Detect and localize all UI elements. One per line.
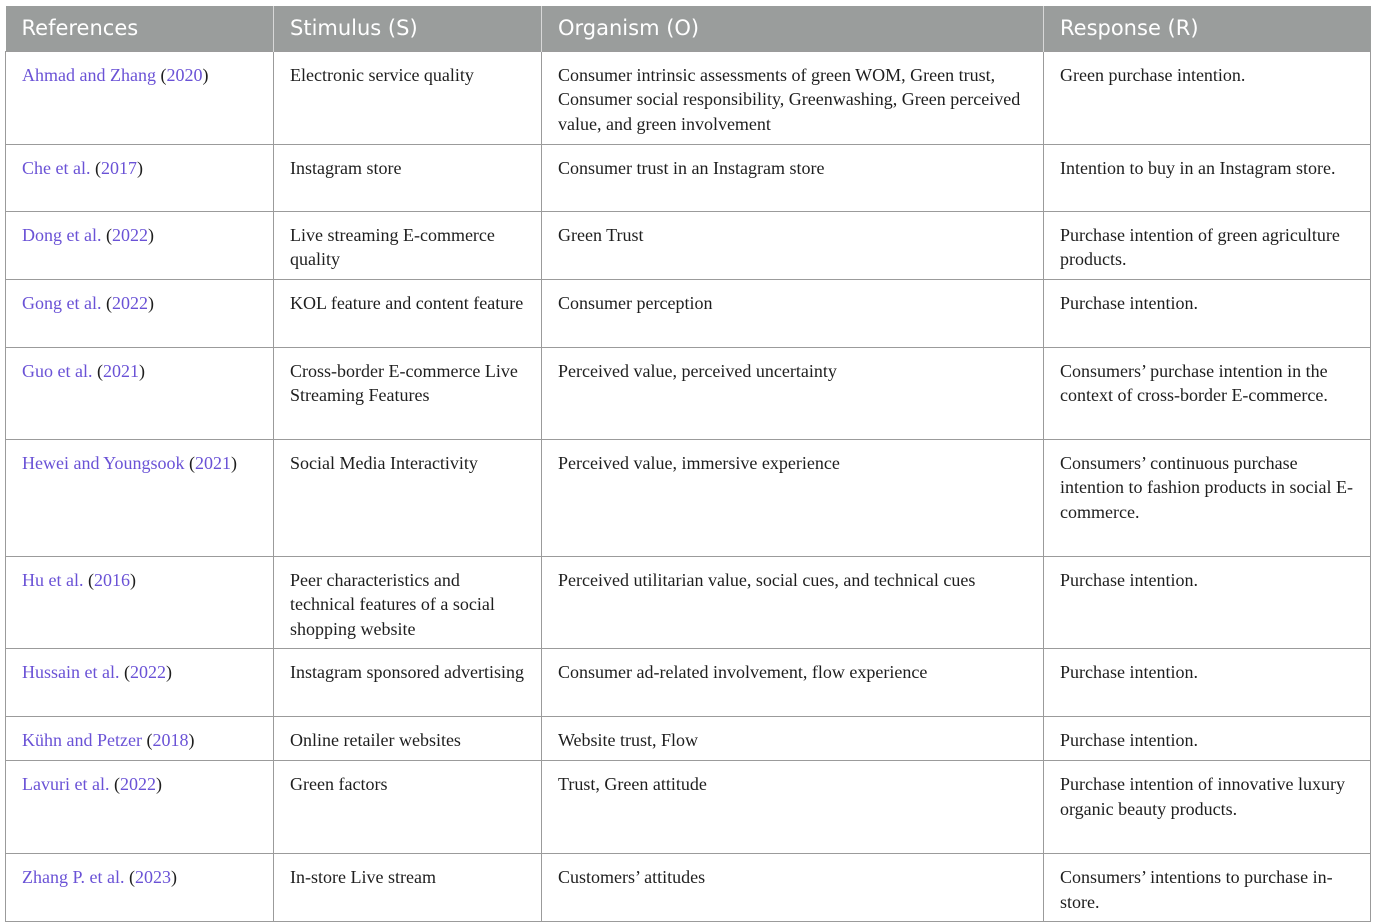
table-row bbox=[6, 51, 1371, 144]
reference-year-link[interactable]: 2022 bbox=[111, 292, 148, 313]
stimulus-cell: Social Media Interactivity bbox=[274, 439, 542, 556]
reference-author-link[interactable]: Hewei and Youngsook bbox=[22, 452, 185, 473]
stimulus-cell: Instagram store bbox=[274, 144, 542, 211]
reference-cell: Hu et al. (2016) bbox=[6, 556, 274, 649]
organism-cell: Perceived utilitarian value, social cues, and technical cues bbox=[542, 556, 1044, 649]
response-cell: Purchase intention. bbox=[1044, 556, 1371, 649]
reference-author-link[interactable]: Che et al. bbox=[22, 157, 91, 178]
header-references: References bbox=[6, 6, 274, 51]
reference-year-link[interactable]: 2023 bbox=[134, 867, 171, 888]
reference-author-link[interactable]: Zhang P. et al. bbox=[22, 867, 125, 888]
table-row bbox=[6, 854, 1371, 922]
stimulus-cell: Live streaming E-commerce quality bbox=[274, 211, 542, 279]
table-body bbox=[6, 51, 1371, 922]
response-cell: Purchase intention. bbox=[1044, 649, 1371, 717]
organism-cell: Website trust, Flow bbox=[542, 717, 1044, 761]
table-row bbox=[6, 556, 1371, 649]
header-row bbox=[6, 6, 1371, 51]
table-row bbox=[6, 211, 1371, 279]
stimulus-cell: Electronic service quality bbox=[274, 51, 542, 144]
reference-author-link[interactable]: Dong et al. bbox=[22, 224, 102, 245]
organism-cell: Green Trust bbox=[542, 211, 1044, 279]
reference-author-link[interactable]: Lavuri et al. bbox=[22, 774, 110, 795]
table-row bbox=[6, 649, 1371, 717]
organism-cell: Trust, Green attitude bbox=[542, 761, 1044, 854]
response-cell: Intention to buy in an Instagram store. bbox=[1044, 144, 1371, 211]
reference-author-link[interactable]: Ahmad and Zhang bbox=[22, 64, 156, 85]
reference-year-link[interactable]: 2018 bbox=[152, 730, 189, 751]
stimulus-cell: Green factors bbox=[274, 761, 542, 854]
reference-author-link[interactable]: Kühn and Petzer bbox=[22, 730, 142, 751]
reference-year-link[interactable]: 2021 bbox=[195, 452, 232, 473]
header-stimulus: Stimulus (S) bbox=[274, 6, 542, 51]
reference-year-link[interactable]: 2022 bbox=[129, 662, 166, 683]
reference-cell: Che et al. (2017) bbox=[6, 144, 274, 211]
reference-year-link[interactable]: 2021 bbox=[102, 360, 139, 381]
reference-author-link[interactable]: Hu et al. bbox=[22, 569, 84, 590]
table-row bbox=[6, 761, 1371, 854]
response-cell: Consumers’ purchase intention in the context of cross-border E-commerce. bbox=[1044, 347, 1371, 439]
reference-cell: Dong et al. (2022) bbox=[6, 211, 274, 279]
sor-literature-table bbox=[5, 6, 1371, 922]
reference-year-link[interactable]: 2022 bbox=[111, 224, 148, 245]
stimulus-cell: Instagram sponsored advertising bbox=[274, 649, 542, 717]
stimulus-cell: Online retailer websites bbox=[274, 717, 542, 761]
reference-year-link[interactable]: 2017 bbox=[100, 157, 137, 178]
table-row bbox=[6, 279, 1371, 347]
organism-cell: Consumer perception bbox=[542, 279, 1044, 347]
stimulus-cell: KOL feature and content feature bbox=[274, 279, 542, 347]
stimulus-cell: In-store Live stream bbox=[274, 854, 542, 922]
response-cell: Consumers’ continuous purchase intention to fashion products in social E-commerce. bbox=[1044, 439, 1371, 556]
stimulus-cell: Peer characteristics and technical features of a social shopping website bbox=[274, 556, 542, 649]
table-row bbox=[6, 144, 1371, 211]
reference-author-link[interactable]: Hussain et al. bbox=[22, 662, 120, 683]
response-cell: Green purchase intention. bbox=[1044, 51, 1371, 144]
response-cell: Purchase intention of green agriculture products. bbox=[1044, 211, 1371, 279]
reference-year-link[interactable]: 2022 bbox=[119, 774, 156, 795]
reference-cell: Zhang P. et al. (2023) bbox=[6, 854, 274, 922]
response-cell: Consumers’ intentions to purchase in-store. bbox=[1044, 854, 1371, 922]
organism-cell: Customers’ attitudes bbox=[542, 854, 1044, 922]
reference-author-link[interactable]: Guo et al. bbox=[22, 360, 93, 381]
organism-cell: Perceived value, perceived uncertainty bbox=[542, 347, 1044, 439]
response-cell: Purchase intention of innovative luxury organic beauty products. bbox=[1044, 761, 1371, 854]
response-cell: Purchase intention. bbox=[1044, 279, 1371, 347]
header-organism: Organism (O) bbox=[542, 6, 1044, 51]
stimulus-cell: Cross-border E-commerce Live Streaming Features bbox=[274, 347, 542, 439]
response-cell: Purchase intention. bbox=[1044, 717, 1371, 761]
reference-author-link[interactable]: Gong et al. bbox=[22, 292, 102, 313]
reference-cell: Lavuri et al. (2022) bbox=[6, 761, 274, 854]
header-response: Response (R) bbox=[1044, 6, 1371, 51]
organism-cell: Consumer ad-related involvement, flow experience bbox=[542, 649, 1044, 717]
reference-cell: Hewei and Youngsook (2021) bbox=[6, 439, 274, 556]
reference-year-link[interactable]: 2020 bbox=[166, 64, 203, 85]
reference-cell: Kühn and Petzer (2018) bbox=[6, 717, 274, 761]
reference-cell: Hussain et al. (2022) bbox=[6, 649, 274, 717]
table-row bbox=[6, 717, 1371, 761]
organism-cell: Consumer trust in an Instagram store bbox=[542, 144, 1044, 211]
table-row bbox=[6, 347, 1371, 439]
table-header bbox=[6, 6, 1371, 51]
organism-cell: Perceived value, immersive experience bbox=[542, 439, 1044, 556]
reference-cell: Guo et al. (2021) bbox=[6, 347, 274, 439]
reference-cell: Gong et al. (2022) bbox=[6, 279, 274, 347]
table-row bbox=[6, 439, 1371, 556]
reference-year-link[interactable]: 2016 bbox=[93, 569, 130, 590]
reference-cell: Ahmad and Zhang (2020) bbox=[6, 51, 274, 144]
organism-cell: Consumer intrinsic assessments of green WOM, Green trust, Consumer social responsibility, Greenwashing, Green perceived value, and green involvement bbox=[542, 51, 1044, 144]
